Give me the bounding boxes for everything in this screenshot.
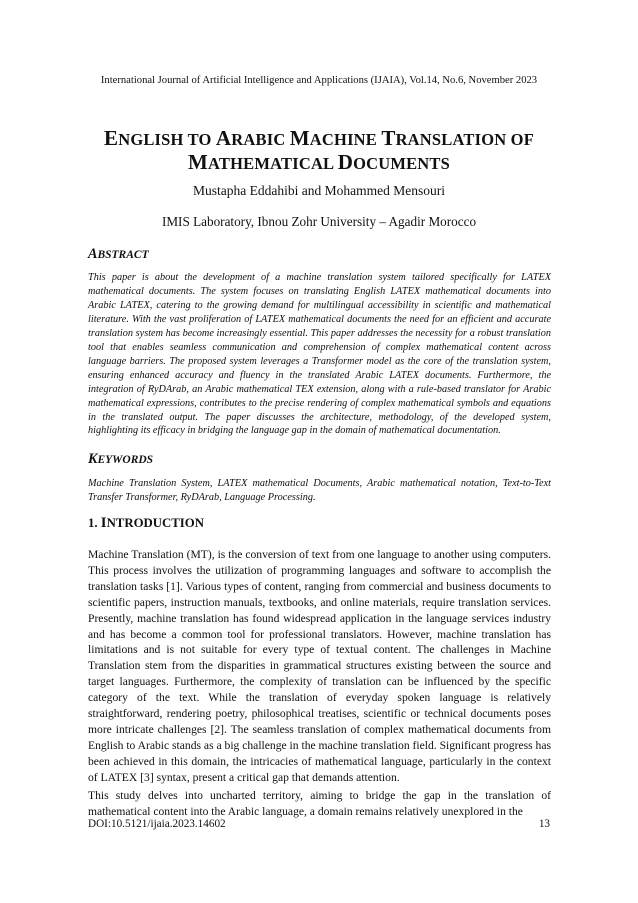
title-cap: M: [289, 126, 310, 150]
page-number: 13: [538, 818, 550, 830]
doi: DOI:10.5121/ijaia.2023.14602: [88, 818, 226, 830]
heading-rest: EYWORDS: [97, 454, 154, 466]
title-cap: D: [337, 150, 354, 174]
heading-cap: I: [100, 515, 107, 531]
introduction-paragraph-1: Machine Translation (MT), is the conversion of text from one language to another using computers. This process involves the utilization of programming languages and software to accomplish the translation tasks [1]. Various types of content, ranging from commercial and business documents to scientific papers, instruction manuals, textbooks, and online materials, require translation services. Presently, machine translation has found widespread application in the language services industry and has become a common tool for professional translators. However, machine translation has limitations and is not suitable for every type of textual content. The challenges in Machine Translation stem from the disparities in grammatical structures existing between the source and target languages. Furthermore, the complexity of translation can be influenced by the specific category of the text. While the translation of everyday spoken language is relatively straightforward, rendering poetry, philosophical treatises, scientific or technical documents poses more intricate challenges [2]. The seamless translation of complex mathematical documents from English to Arabic stands as a big challenge in the machine translation field. Significant progress has been achieved in this domain, the intricacies of mathematical language, particularly in the context of LATEX [3] syntax, present a critical gap that demands attention.: [88, 548, 551, 784]
title-cap: E: [103, 126, 119, 150]
affiliation: IMIS Laboratory, Ibnou Zohr University – Agadir Morocco: [161, 214, 477, 229]
title-rest: OCUMENTS: [353, 154, 451, 173]
keywords-text: Machine Translation System, LATEX mathematical Documents, Arabic mathematical notation, Text-to-Text Transfer Transformer, RyDArab, Language Processing.: [88, 478, 551, 503]
heading-rest: NTRODUCTION: [106, 516, 204, 530]
title-cap: M: [187, 150, 208, 174]
title-line-1: [103, 126, 534, 150]
title-rest: ATHEMATICAL: [208, 154, 338, 173]
title-rest: RABIC: [231, 130, 290, 149]
author-list: Mustapha Eddahibi and Mohammed Mensouri: [193, 183, 445, 198]
heading-prefix: 1.: [88, 516, 101, 530]
keywords-heading: [88, 451, 153, 468]
paper-title: [60, 127, 578, 175]
title-rest: RANSLATION OF: [395, 130, 534, 149]
heading-cap: K: [88, 451, 98, 467]
title-line-2: [187, 150, 451, 174]
title-rest: ACHINE: [309, 130, 382, 149]
heading-cap: A: [88, 246, 98, 262]
introduction-paragraph-2: This study delves into uncharted territory, aiming to bridge the gap in the translation of mathematical content into the Arabic language, a domain remains relatively unexplored in the: [88, 789, 551, 818]
title-rest: NGLISH TO: [118, 130, 216, 149]
title-cap: A: [215, 126, 232, 150]
abstract-text: This paper is about the development of a machine translation system tailored specifically for LATEX mathematical documents. The system focuses on translating English LATEX mathematical documents into Arabic LATEX, catering to the growing demand for multilingual accessibility in scientific and mathematical literature. With the vast proliferation of LATEX mathematical documents the need for an efficient and accurate translation system has become increasingly essential. This paper addresses the necessity for a robust translation tool that enables seamless communication and comprehension of complex mathematical content across language barriers. The proposed system leverages a Transformer model as the core of the translation system, ensuring enhanced accuracy and fluency in the translated Arabic LATEX documents. Furthermore, the integration of RyDArab, an Arabic mathematical TEX extension, along with a rule-based translator for Arabic mathematical expressions, contributes to the precise rendering of complex mathematical symbols and equations in the translated output. The paper discusses the architecture, methodology, of the developed system, highlighting its efficacy in bridging the language gap in the domain of mathematical documentation.: [88, 272, 551, 437]
introduction-heading: [88, 515, 204, 532]
abstract-heading: [88, 246, 149, 263]
heading-rest: BSTRACT: [97, 249, 149, 261]
title-cap: T: [381, 126, 396, 150]
running-header: International Journal of Artificial Intelligence and Applications (IJAIA), Vol.14, No.6, November 2023: [100, 75, 538, 86]
